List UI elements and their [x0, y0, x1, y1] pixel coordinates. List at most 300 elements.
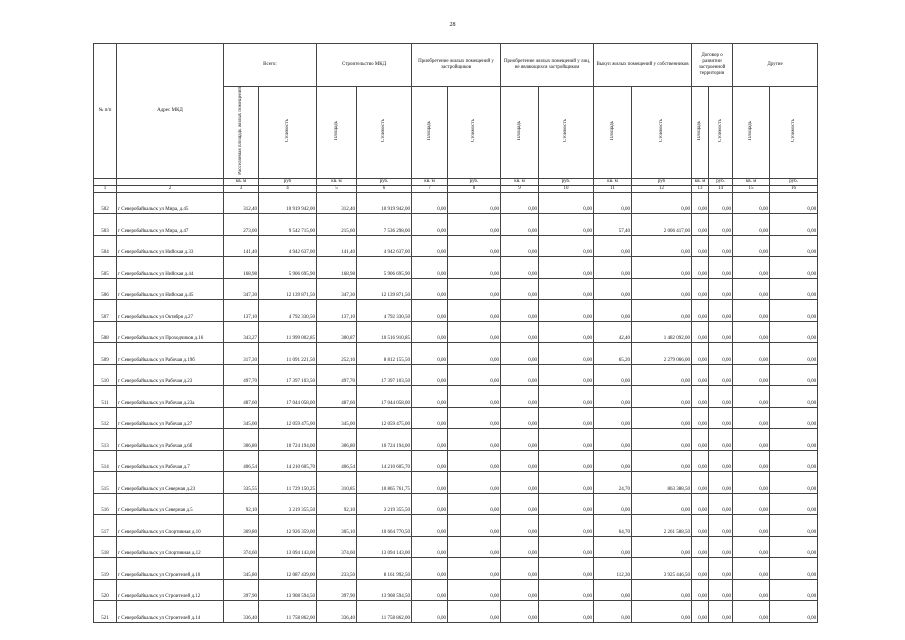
- row-value: 0,00: [539, 472, 594, 494]
- row-value: 252,10: [317, 343, 357, 365]
- row-value: 0,00: [692, 321, 709, 343]
- row-value: 0,00: [501, 429, 539, 451]
- row-value: 0,00: [709, 321, 733, 343]
- row-value: 12 087 439,00: [259, 558, 317, 580]
- row-value: 0,00: [692, 364, 709, 386]
- column-number: 9: [501, 185, 539, 192]
- row-value: 0,00: [539, 364, 594, 386]
- row-value: 0,00: [448, 515, 501, 537]
- row-address: г Северобайкальск ул Спортивная д.10: [117, 515, 224, 537]
- row-value: 0,00: [539, 386, 594, 408]
- header-total-cost: Стоимость: [259, 87, 317, 179]
- row-value: 0,00: [733, 450, 770, 472]
- row-value: 0,00: [412, 407, 448, 429]
- row-value: 306,80: [224, 429, 259, 451]
- row-value: 9 542 715,00: [259, 214, 317, 236]
- row-value: 0,00: [770, 235, 818, 257]
- row-number: 507: [94, 300, 117, 322]
- row-value: 0,00: [692, 386, 709, 408]
- row-value: 10 919 942,00: [259, 192, 317, 214]
- row-value: 0,00: [709, 601, 733, 623]
- table-row: [94, 321, 818, 343]
- header-other-area: Площадь: [733, 87, 770, 179]
- row-value: 64,70: [594, 515, 632, 537]
- row-number: 520: [94, 579, 117, 601]
- row-value: 336,40: [224, 601, 259, 623]
- row-value: 0,00: [692, 515, 709, 537]
- column-number: 11: [594, 185, 632, 192]
- row-value: 0,00: [733, 536, 770, 558]
- header-row-no: № п/п: [94, 44, 117, 179]
- row-value: 347,30: [317, 278, 357, 300]
- row-address: г Северобайкальск ул Мира, д.45: [117, 192, 224, 214]
- header-construction-cost: Стоимость: [357, 87, 412, 179]
- row-value: 0,00: [692, 601, 709, 623]
- row-value: 487,60: [317, 386, 357, 408]
- row-value: 0,00: [733, 214, 770, 236]
- row-value: 0,00: [412, 601, 448, 623]
- row-value: 0,00: [632, 579, 692, 601]
- row-number: 513: [94, 429, 117, 451]
- row-value: 0,00: [692, 257, 709, 279]
- table-row: [94, 257, 818, 279]
- row-value: 0,00: [412, 579, 448, 601]
- table-row: [94, 407, 818, 429]
- table-row: [94, 579, 818, 601]
- row-value: 0,00: [692, 536, 709, 558]
- header-construction: Строительство МКД: [317, 44, 412, 87]
- row-value: 215,60: [317, 214, 357, 236]
- row-value: 369,80: [224, 515, 259, 537]
- row-value: 273,00: [224, 214, 259, 236]
- row-value: 3 925 446,50: [632, 558, 692, 580]
- row-value: 10 664 770,50: [357, 515, 412, 537]
- row-address: г Северобайкальск ул Нийская д.33: [117, 235, 224, 257]
- row-value: 0,00: [448, 407, 501, 429]
- row-value: 92,10: [317, 493, 357, 515]
- row-value: 13 094 143,00: [357, 536, 412, 558]
- row-number: 515: [94, 472, 117, 494]
- row-value: 0,00: [770, 214, 818, 236]
- row-value: 0,00: [733, 300, 770, 322]
- row-value: 0,00: [539, 343, 594, 365]
- row-value: 0,00: [770, 515, 818, 537]
- row-value: 12 059 475,00: [357, 407, 412, 429]
- row-value: 0,00: [539, 235, 594, 257]
- row-value: 0,00: [594, 536, 632, 558]
- row-value: 0,00: [770, 601, 818, 623]
- row-value: 0,00: [412, 192, 448, 214]
- row-value: 2 261 588,50: [632, 515, 692, 537]
- row-value: 0,00: [733, 321, 770, 343]
- row-value: 0,00: [632, 278, 692, 300]
- row-value: 345,80: [224, 558, 259, 580]
- row-value: 0,00: [539, 450, 594, 472]
- row-value: 0,00: [692, 429, 709, 451]
- row-value: 141,40: [317, 235, 357, 257]
- row-value: 0,00: [692, 214, 709, 236]
- row-value: 0,00: [733, 278, 770, 300]
- row-value: 0,00: [709, 278, 733, 300]
- row-value: 0,00: [448, 300, 501, 322]
- row-value: 2 279 066,00: [632, 343, 692, 365]
- row-value: 0,00: [412, 343, 448, 365]
- row-value: 0,00: [733, 579, 770, 601]
- row-value: 0,00: [412, 450, 448, 472]
- row-value: 406,54: [224, 450, 259, 472]
- row-value: 497,70: [224, 364, 259, 386]
- row-value: 306,80: [317, 429, 357, 451]
- row-value: 0,00: [501, 450, 539, 472]
- row-value: 0,00: [501, 515, 539, 537]
- row-value: 0,00: [501, 278, 539, 300]
- row-value: 0,00: [448, 343, 501, 365]
- units-row: [94, 178, 818, 185]
- row-value: 0,00: [770, 321, 818, 343]
- row-value: 233,50: [317, 558, 357, 580]
- row-value: 487,60: [224, 386, 259, 408]
- row-value: 345,00: [224, 407, 259, 429]
- row-number: 508: [94, 321, 117, 343]
- row-number: 510: [94, 364, 117, 386]
- row-number: 519: [94, 558, 117, 580]
- header-other-cost: Стоимость: [770, 87, 818, 179]
- row-value: 5 906 695,90: [259, 257, 317, 279]
- row-number: 511: [94, 386, 117, 408]
- row-value: 0,00: [632, 300, 692, 322]
- row-value: 0,00: [632, 429, 692, 451]
- header-address: Адрес МКД: [117, 44, 224, 179]
- row-value: 0,00: [733, 515, 770, 537]
- row-value: 0,00: [692, 407, 709, 429]
- row-value: 0,00: [594, 386, 632, 408]
- row-value: 0,00: [539, 579, 594, 601]
- row-address: г Северобайкальск ул Нийская д.45: [117, 278, 224, 300]
- row-value: 0,00: [770, 472, 818, 494]
- row-value: 0,00: [412, 536, 448, 558]
- row-value: 347,30: [224, 278, 259, 300]
- row-value: 0,00: [594, 192, 632, 214]
- unit-label: руб.: [357, 178, 412, 185]
- row-address: г Северобайкальск ул Октября д.27: [117, 300, 224, 322]
- row-value: 0,00: [709, 364, 733, 386]
- row-address: г Северобайкальск ул Северная д.5: [117, 493, 224, 515]
- row-value: 168,98: [224, 257, 259, 279]
- row-value: 4 942 637,00: [259, 235, 317, 257]
- unit-label: кв. м: [692, 178, 709, 185]
- row-value: 406,54: [317, 450, 357, 472]
- row-value: 0,00: [770, 429, 818, 451]
- table-row: [94, 192, 818, 214]
- row-value: 0,00: [692, 343, 709, 365]
- row-value: 0,00: [770, 364, 818, 386]
- row-value: 0,00: [448, 429, 501, 451]
- row-value: 0,00: [733, 386, 770, 408]
- row-value: 0,00: [709, 235, 733, 257]
- row-value: 0,00: [709, 472, 733, 494]
- row-value: 0,00: [448, 579, 501, 601]
- row-value: 2 006 417,00: [632, 214, 692, 236]
- row-value: 0,00: [501, 364, 539, 386]
- row-value: 0,00: [692, 235, 709, 257]
- column-number: 10: [539, 185, 594, 192]
- row-value: 0,00: [709, 558, 733, 580]
- row-value: 0,00: [594, 257, 632, 279]
- row-value: 336,40: [317, 601, 357, 623]
- row-value: 0,00: [594, 579, 632, 601]
- row-value: 0,00: [709, 386, 733, 408]
- row-value: 0,00: [692, 300, 709, 322]
- column-number: 7: [412, 185, 448, 192]
- row-value: 0,00: [733, 407, 770, 429]
- row-value: 0,00: [733, 601, 770, 623]
- row-value: 0,00: [632, 235, 692, 257]
- unit-label: руб: [259, 178, 317, 185]
- row-value: 0,00: [539, 278, 594, 300]
- row-value: 0,00: [632, 450, 692, 472]
- row-value: 863 388,50: [632, 472, 692, 494]
- column-number: 12: [632, 185, 692, 192]
- row-number: 516: [94, 493, 117, 515]
- column-number: 13: [692, 185, 709, 192]
- row-value: 0,00: [770, 278, 818, 300]
- row-value: 0,00: [770, 558, 818, 580]
- row-value: 0,00: [539, 321, 594, 343]
- header-acq-nondev-cost: Стоимость: [539, 87, 594, 179]
- row-value: 0,00: [448, 278, 501, 300]
- unit-label: кв. м: [317, 178, 357, 185]
- row-number: 512: [94, 407, 117, 429]
- header-acquisition-developers: Приобретение жилых помещений у застройщиков: [412, 44, 501, 87]
- row-value: 10 516 910,85: [357, 321, 412, 343]
- table-row: [94, 386, 818, 408]
- row-value: 0,00: [632, 407, 692, 429]
- row-value: 0,00: [692, 278, 709, 300]
- row-value: 0,00: [501, 579, 539, 601]
- row-value: 0,00: [539, 601, 594, 623]
- row-value: 0,00: [412, 386, 448, 408]
- row-value: 0,00: [412, 364, 448, 386]
- row-value: 0,00: [448, 235, 501, 257]
- header-acq-dev-cost: Стоимость: [448, 87, 501, 179]
- row-value: 0,00: [412, 300, 448, 322]
- row-value: 0,00: [412, 321, 448, 343]
- header-acq-dev-area: Площадь: [412, 87, 448, 179]
- row-value: 11 729 150,25: [259, 472, 317, 494]
- table-row: [94, 536, 818, 558]
- column-number: 14: [709, 185, 733, 192]
- row-value: 13 094 143,00: [259, 536, 317, 558]
- row-value: 0,00: [501, 386, 539, 408]
- unit-label: кв. м: [594, 178, 632, 185]
- row-value: 0,00: [412, 493, 448, 515]
- header-group-row: [94, 44, 818, 87]
- row-value: 0,00: [632, 257, 692, 279]
- row-value: 343,27: [224, 321, 259, 343]
- row-address: г Северобайкальск ул Строителей д.14: [117, 601, 224, 623]
- row-number: 506: [94, 278, 117, 300]
- row-value: 312,40: [317, 192, 357, 214]
- row-value: 0,00: [501, 235, 539, 257]
- row-value: 0,00: [770, 450, 818, 472]
- row-value: 12 139 871,50: [259, 278, 317, 300]
- table-row: [94, 343, 818, 365]
- row-value: 0,00: [733, 364, 770, 386]
- header-territory-area: Площадь: [692, 87, 709, 179]
- row-value: 17 397 103,50: [259, 364, 317, 386]
- row-value: 0,00: [539, 429, 594, 451]
- row-value: 0,00: [692, 558, 709, 580]
- row-value: 0,00: [692, 472, 709, 494]
- column-number: 6: [357, 185, 412, 192]
- table-row: [94, 493, 818, 515]
- row-value: 0,00: [594, 429, 632, 451]
- column-number: 2: [117, 185, 224, 192]
- row-value: 0,00: [539, 214, 594, 236]
- row-value: 0,00: [632, 386, 692, 408]
- row-value: 57,40: [594, 214, 632, 236]
- header-resettled-area: Расселяемая площадь жилых помещений: [224, 87, 259, 179]
- row-value: 0,00: [412, 429, 448, 451]
- row-value: 17 397 103,50: [357, 364, 412, 386]
- row-value: 397,90: [317, 579, 357, 601]
- row-number: 517: [94, 515, 117, 537]
- row-value: 0,00: [501, 601, 539, 623]
- row-value: 0,00: [501, 472, 539, 494]
- row-value: 0,00: [709, 214, 733, 236]
- row-value: 0,00: [448, 214, 501, 236]
- row-value: 168,98: [317, 257, 357, 279]
- row-value: 0,00: [412, 472, 448, 494]
- row-value: 0,00: [501, 558, 539, 580]
- row-value: 0,00: [733, 343, 770, 365]
- row-value: 12 139 871,50: [357, 278, 412, 300]
- unit-label: кв. м: [224, 178, 259, 185]
- row-value: 0,00: [733, 235, 770, 257]
- row-value: 24,70: [594, 472, 632, 494]
- row-value: 0,00: [594, 235, 632, 257]
- row-address: г Северобайкальск ул Северная д.23: [117, 472, 224, 494]
- table-row: [94, 601, 818, 623]
- row-value: 0,00: [770, 257, 818, 279]
- row-value: 310,85: [317, 472, 357, 494]
- row-value: 0,00: [709, 450, 733, 472]
- row-value: 0,00: [692, 450, 709, 472]
- resettlement-table: [93, 43, 818, 623]
- row-address: г Северобайкальск ул Строителей д.12: [117, 579, 224, 601]
- row-value: 0,00: [733, 429, 770, 451]
- row-value: 0,00: [770, 493, 818, 515]
- row-value: 7 536 298,00: [357, 214, 412, 236]
- row-value: 0,00: [770, 343, 818, 365]
- row-value: 0,00: [709, 536, 733, 558]
- row-value: 0,00: [770, 386, 818, 408]
- row-value: 397,90: [224, 579, 259, 601]
- row-value: 3 219 355,50: [357, 493, 412, 515]
- table-row: [94, 472, 818, 494]
- units-cell-empty: [117, 178, 224, 185]
- row-address: г Северобайкальск ул Рабочая д.23: [117, 364, 224, 386]
- column-numbers-row: [94, 185, 818, 192]
- row-number: 504: [94, 235, 117, 257]
- header-total: Всего:: [224, 44, 317, 87]
- row-value: 0,00: [594, 364, 632, 386]
- row-value: 137,10: [224, 300, 259, 322]
- row-value: 5 906 695,90: [357, 257, 412, 279]
- row-value: 13 908 594,50: [357, 579, 412, 601]
- column-number: 4: [259, 185, 317, 192]
- unit-label: руб: [632, 178, 692, 185]
- row-value: 0,00: [501, 321, 539, 343]
- row-address: г Северобайкальск ул Рабочая д.23а: [117, 386, 224, 408]
- row-value: 0,00: [501, 407, 539, 429]
- column-number: 15: [733, 185, 770, 192]
- row-value: 0,00: [539, 515, 594, 537]
- column-number: 1: [94, 185, 117, 192]
- row-value: 12 059 475,00: [259, 407, 317, 429]
- row-value: 0,00: [770, 579, 818, 601]
- page-number: 28: [449, 22, 456, 28]
- row-value: 0,00: [501, 536, 539, 558]
- header-territory-development: Договор о развитии застроенной территории: [692, 44, 733, 87]
- row-value: 0,00: [733, 192, 770, 214]
- row-value: 335,55: [224, 472, 259, 494]
- row-value: 10 724 194,00: [259, 429, 317, 451]
- table-row: [94, 235, 818, 257]
- table-row: [94, 278, 818, 300]
- header-buyout-area: Площадь: [594, 87, 632, 179]
- row-value: 0,00: [594, 450, 632, 472]
- row-value: 42,40: [594, 321, 632, 343]
- header-construction-area: Площадь: [317, 87, 357, 179]
- row-value: 141,40: [224, 235, 259, 257]
- row-value: 11 091 221,50: [259, 343, 317, 365]
- column-number: 8: [448, 185, 501, 192]
- row-value: 0,00: [539, 300, 594, 322]
- row-number: 502: [94, 192, 117, 214]
- row-value: 3 219 355,50: [259, 493, 317, 515]
- row-value: 0,00: [709, 579, 733, 601]
- row-value: 300,87: [317, 321, 357, 343]
- row-value: 374,60: [224, 536, 259, 558]
- row-address: г Северобайкальск ул Строителей д.10: [117, 558, 224, 580]
- row-value: 497,70: [317, 364, 357, 386]
- row-value: 0,00: [709, 493, 733, 515]
- table-row: [94, 364, 818, 386]
- row-value: 14 210 605,70: [259, 450, 317, 472]
- row-value: 112,30: [594, 558, 632, 580]
- row-value: 0,00: [594, 601, 632, 623]
- row-value: 0,00: [448, 558, 501, 580]
- row-address: г Северобайкальск ул Проходчиков д.16: [117, 321, 224, 343]
- row-address: г Северобайкальск ул Спортивная д.12: [117, 536, 224, 558]
- row-value: 0,00: [501, 343, 539, 365]
- row-value: 0,00: [632, 192, 692, 214]
- row-value: 0,00: [412, 515, 448, 537]
- row-value: 0,00: [709, 300, 733, 322]
- row-value: 1 482 092,00: [632, 321, 692, 343]
- row-value: 0,00: [501, 493, 539, 515]
- row-value: 0,00: [501, 192, 539, 214]
- table-row: [94, 429, 818, 451]
- row-value: 0,00: [412, 257, 448, 279]
- header-other: Другие: [733, 44, 818, 87]
- header-territory-cost: Стоимость: [709, 87, 733, 179]
- row-value: 0,00: [632, 364, 692, 386]
- row-value: 0,00: [448, 386, 501, 408]
- row-value: 0,00: [692, 192, 709, 214]
- row-value: 0,00: [594, 407, 632, 429]
